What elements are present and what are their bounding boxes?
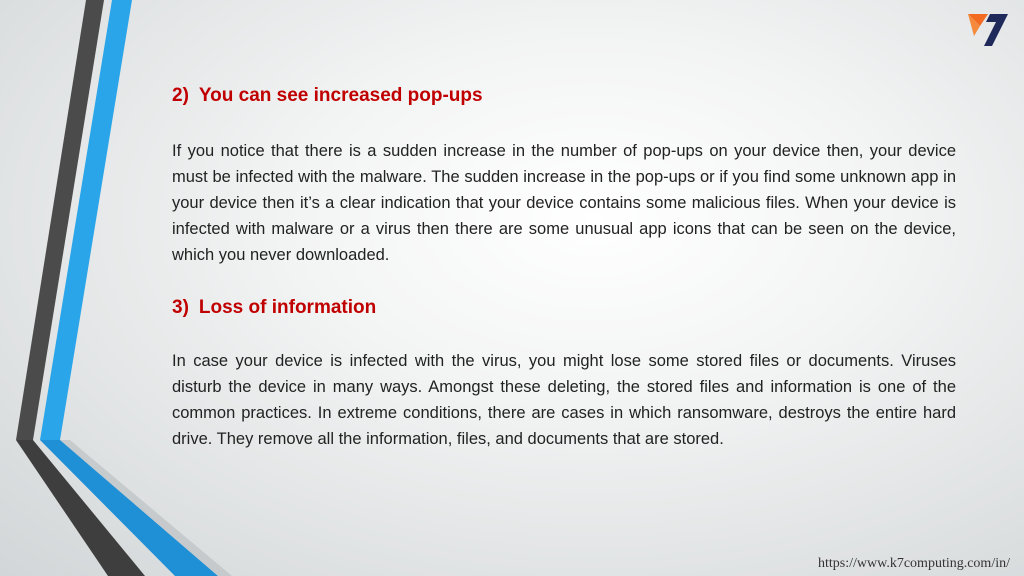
k7-logo-icon[interactable] [966, 12, 1010, 48]
section-2-number: 2) [172, 85, 189, 106]
section-3-body: In case your device is infected with the virus, you might lose some stored files or documents. Viruses disturb the device in many ways. Amongst these deleting, the stored files and information is one of the common practices. In extreme conditions, there are cases in which ransomware, destroys the entire hard drive. They remove all the information, files, and documents that are stored. [172, 352, 956, 448]
section-3-number: 3) [172, 297, 189, 318]
section-2-title: You can see increased pop-ups [198, 85, 483, 106]
section-3-heading [172, 296, 376, 320]
footer-url-link[interactable]: https://www.k7computing.com/in/ [818, 556, 1010, 571]
section-2-body: If you notice that there is a sudden increase in the number of pop-ups on your device then, your device must be infected with the malware. The sudden increase in the pop-ups or if you find some unknown app in your device then it’s a clear indication that your device contains some malicious files. When your device is infected with malware or a virus then there are some unusual app icons that can be seen on the device, which you never downloaded. [172, 142, 956, 264]
section-2-heading [172, 84, 483, 108]
section-3-title: Loss of information [198, 297, 377, 318]
